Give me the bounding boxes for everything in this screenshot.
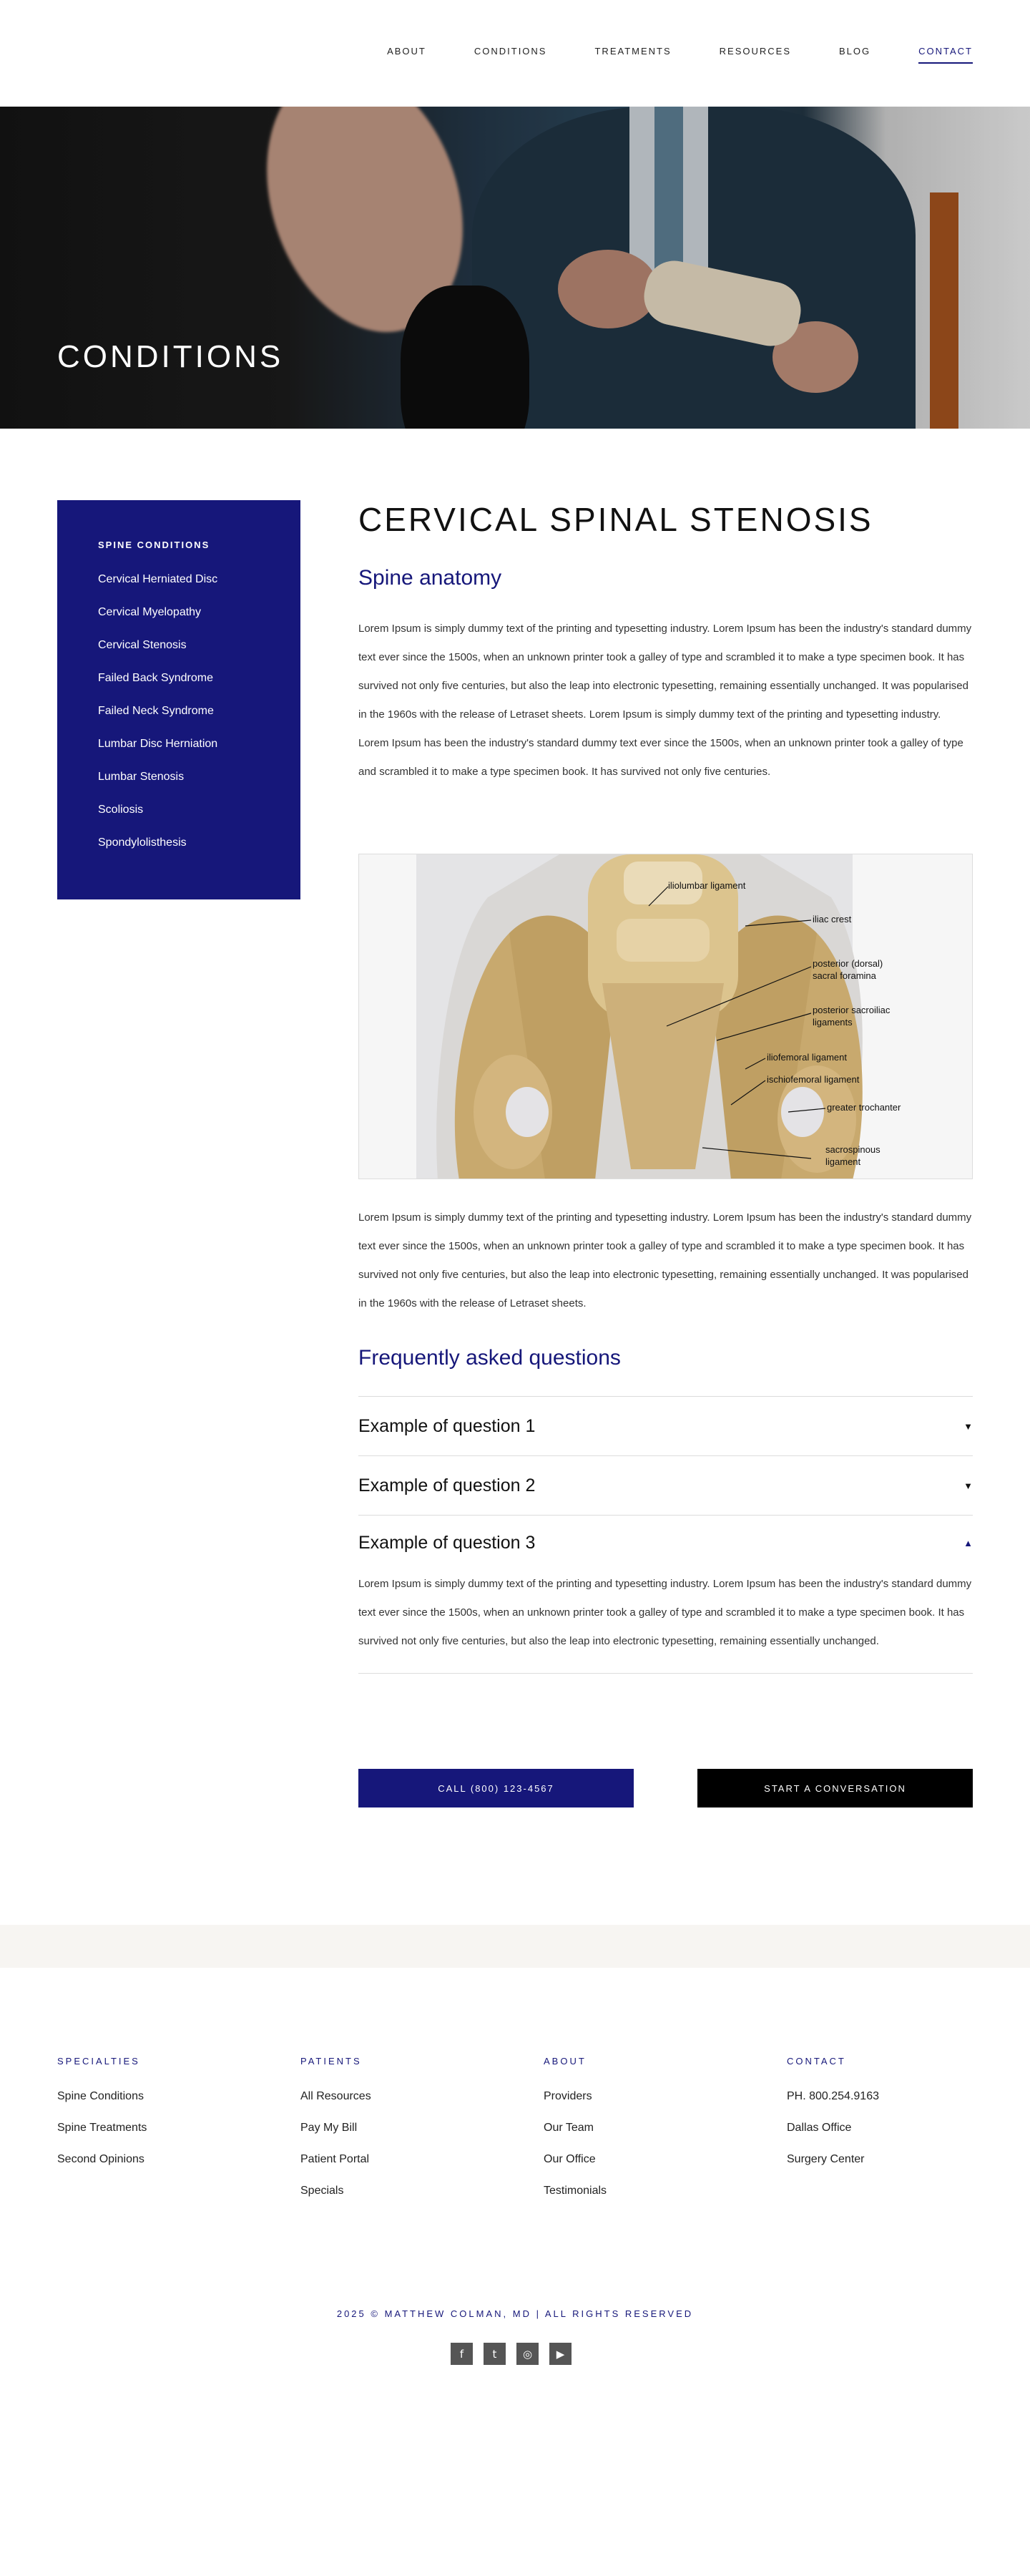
sidebar-heading: SPINE CONDITIONS bbox=[98, 540, 210, 550]
label-sacral-foramina: sacral foramina bbox=[813, 970, 876, 981]
sidebar-item-cervical-stenosis[interactable]: Cervical Stenosis bbox=[98, 639, 187, 651]
cta-buttons bbox=[358, 1769, 973, 1807]
footer-link[interactable]: Pay My Bill bbox=[300, 2122, 358, 2134]
caret-down-icon: ▼ bbox=[963, 1480, 973, 1491]
pelvis-illustration bbox=[359, 854, 973, 1179]
sidebar-item-spondylolisthesis[interactable]: Spondylolisthesis bbox=[98, 836, 187, 849]
sidebar-item-scoliosis[interactable]: Scoliosis bbox=[98, 804, 144, 816]
site-header bbox=[0, 0, 1030, 107]
caret-up-icon: ▲ bbox=[963, 1537, 973, 1548]
second-paragraph: Lorem Ipsum is simply dummy text of the printing and typesetting industry. Lorem Ipsum has been the industry's standard dummy text ever since the 1500s, when an unknown printer took a galley of type and scrambled it to make a type specimen book. It has survived not only five centuries, but also the leap into electronic typesetting, remaining essentially unchanged. It was popularised in the 1960s with the release of Letraset sheets. bbox=[358, 1211, 972, 1309]
hero-banner bbox=[0, 107, 1030, 429]
nav-resources[interactable]: RESOURCES bbox=[719, 46, 791, 57]
label-sacroiliac-ligaments: ligaments bbox=[813, 1017, 853, 1028]
label-sacrospinous-ligament: ligament bbox=[825, 1156, 861, 1167]
main-nav bbox=[339, 46, 973, 64]
label-posterior-dorsal: posterior (dorsal) bbox=[813, 958, 883, 969]
hero-title: CONDITIONS bbox=[57, 339, 284, 374]
footer-link[interactable]: All Resources bbox=[300, 2090, 371, 2102]
footer-link[interactable]: Providers bbox=[544, 2090, 592, 2102]
footer-heading: ABOUT bbox=[544, 2056, 587, 2067]
label-posterior-sacroiliac: posterior sacroiliac bbox=[813, 1005, 891, 1015]
youtube-icon[interactable]: ▶ bbox=[549, 2343, 572, 2365]
label-iliofemoral-ligament: iliofemoral ligament bbox=[767, 1052, 847, 1063]
conditions-sidebar bbox=[57, 500, 300, 899]
footer-link[interactable]: Spine Treatments bbox=[57, 2122, 147, 2134]
sidebar-item-cervical-myelopathy[interactable]: Cervical Myelopathy bbox=[98, 606, 202, 618]
label-iliolumbar-ligament: iliolumbar ligament bbox=[668, 880, 746, 891]
faq-question-toggle[interactable] bbox=[358, 1397, 973, 1455]
nav-blog[interactable]: BLOG bbox=[839, 46, 871, 57]
footer-link[interactable]: Spine Conditions bbox=[57, 2090, 144, 2102]
faq-heading: Frequently asked questions bbox=[358, 1346, 621, 1370]
footer-col-contact bbox=[787, 2056, 879, 2185]
label-iliac-crest: iliac crest bbox=[813, 914, 852, 924]
footer-divider-band bbox=[0, 1925, 1030, 1968]
footer-link[interactable]: Testimonials bbox=[544, 2185, 607, 2197]
footer-col-specialties bbox=[57, 2056, 147, 2185]
sidebar-item-lumbar-stenosis[interactable]: Lumbar Stenosis bbox=[98, 771, 185, 783]
main-content bbox=[358, 500, 973, 1794]
faq-question-toggle[interactable] bbox=[358, 1516, 973, 1570]
social-links bbox=[451, 2343, 582, 2365]
footer-link[interactable]: Surgery Center bbox=[787, 2153, 865, 2165]
faq-question: Example of question 3 bbox=[358, 1532, 536, 1553]
faq-item bbox=[358, 1397, 973, 1456]
twitter-icon[interactable]: t bbox=[484, 2343, 506, 2365]
sidebar-item-lumbar-disc-herniation[interactable]: Lumbar Disc Herniation bbox=[98, 738, 218, 750]
nav-conditions[interactable]: CONDITIONS bbox=[474, 46, 547, 57]
faq-question: Example of question 1 bbox=[358, 1415, 536, 1436]
footer-link[interactable]: Specials bbox=[300, 2185, 344, 2197]
spine-anatomy-image bbox=[358, 854, 973, 1179]
start-conversation-button[interactable]: START A CONVERSATION bbox=[697, 1769, 973, 1807]
footer-link[interactable]: Dallas Office bbox=[787, 2122, 852, 2134]
nav-about[interactable]: ABOUT bbox=[387, 46, 426, 57]
page-title: CERVICAL SPINAL STENOSIS bbox=[358, 501, 873, 538]
facebook-icon[interactable]: f bbox=[451, 2343, 473, 2365]
nav-contact[interactable]: CONTACT bbox=[918, 46, 973, 64]
call-button[interactable]: CALL (800) 123-4567 bbox=[358, 1769, 634, 1807]
footer-link[interactable]: Second Opinions bbox=[57, 2153, 144, 2165]
faq-item-expanded bbox=[358, 1516, 973, 1674]
sidebar-item-failed-neck-syndrome[interactable]: Failed Neck Syndrome bbox=[98, 705, 214, 717]
footer-link[interactable]: Patient Portal bbox=[300, 2153, 370, 2165]
faq-list bbox=[358, 1396, 973, 1674]
nav-treatments[interactable]: TREATMENTS bbox=[594, 46, 672, 57]
footer-link-phone[interactable]: PH. 800.254.9163 bbox=[787, 2090, 879, 2102]
faq-answer: Lorem Ipsum is simply dummy text of the printing and typesetting industry. Lorem Ipsum has been the industry's standard dummy text ever since the 1500s, when an unknown printer took a galley of type and scrambled it to make a type specimen book. It has survived not only five centuries, but also the leap into electronic typesetting, remaining essentially unchanged. bbox=[358, 1578, 972, 1647]
hero-overlay bbox=[0, 107, 1030, 429]
copyright: 2025 © MATTHEW COLMAN, MD | ALL RIGHTS RESERVED bbox=[336, 2308, 694, 2319]
lower-content bbox=[358, 1204, 973, 1674]
intro-paragraph: Lorem Ipsum is simply dummy text of the printing and typesetting industry. Lorem Ipsum has been the industry's standard dummy text ever since the 1500s, when an unknown printer took a galley of type and scrambled it to make a type specimen book. It has survived not only five centuries, but also the leap into electronic typesetting, remaining essentially unchanged. It was popularised in the 1960s with the release of Letraset sheets. Lorem Ipsum is simply dummy text of the printing and typesetting industry. Lorem Ipsum has been the industry's standard dummy text ever since the 1500s, when an unknown printer took a galley of type and scrambled it to make a type specimen book. It has survived not only five centuries. bbox=[358, 623, 972, 778]
footer-heading: PATIENTS bbox=[300, 2056, 362, 2067]
anatomy-heading: Spine anatomy bbox=[358, 566, 502, 590]
faq-question-toggle[interactable] bbox=[358, 1456, 973, 1515]
sidebar-item-cervical-herniated-disc[interactable]: Cervical Herniated Disc bbox=[98, 573, 218, 585]
caret-down-icon: ▼ bbox=[963, 1420, 973, 1432]
label-greater-trochanter: greater trochanter bbox=[827, 1102, 901, 1113]
footer-heading: CONTACT bbox=[787, 2056, 846, 2067]
label-ischiofemoral-ligament: ischiofemoral ligament bbox=[767, 1074, 860, 1085]
footer-heading: SPECIALTIES bbox=[57, 2056, 140, 2067]
faq-question: Example of question 2 bbox=[358, 1475, 536, 1496]
footer-col-about bbox=[544, 2056, 607, 2216]
footer-link[interactable]: Our Team bbox=[544, 2122, 594, 2134]
footer-link[interactable]: Our Office bbox=[544, 2153, 596, 2165]
label-sacrospinous: sacrospinous bbox=[825, 1144, 881, 1155]
faq-item bbox=[358, 1456, 973, 1516]
instagram-icon[interactable]: ◎ bbox=[516, 2343, 539, 2365]
footer-col-patients bbox=[300, 2056, 371, 2216]
sidebar-item-failed-back-syndrome[interactable]: Failed Back Syndrome bbox=[98, 672, 213, 684]
